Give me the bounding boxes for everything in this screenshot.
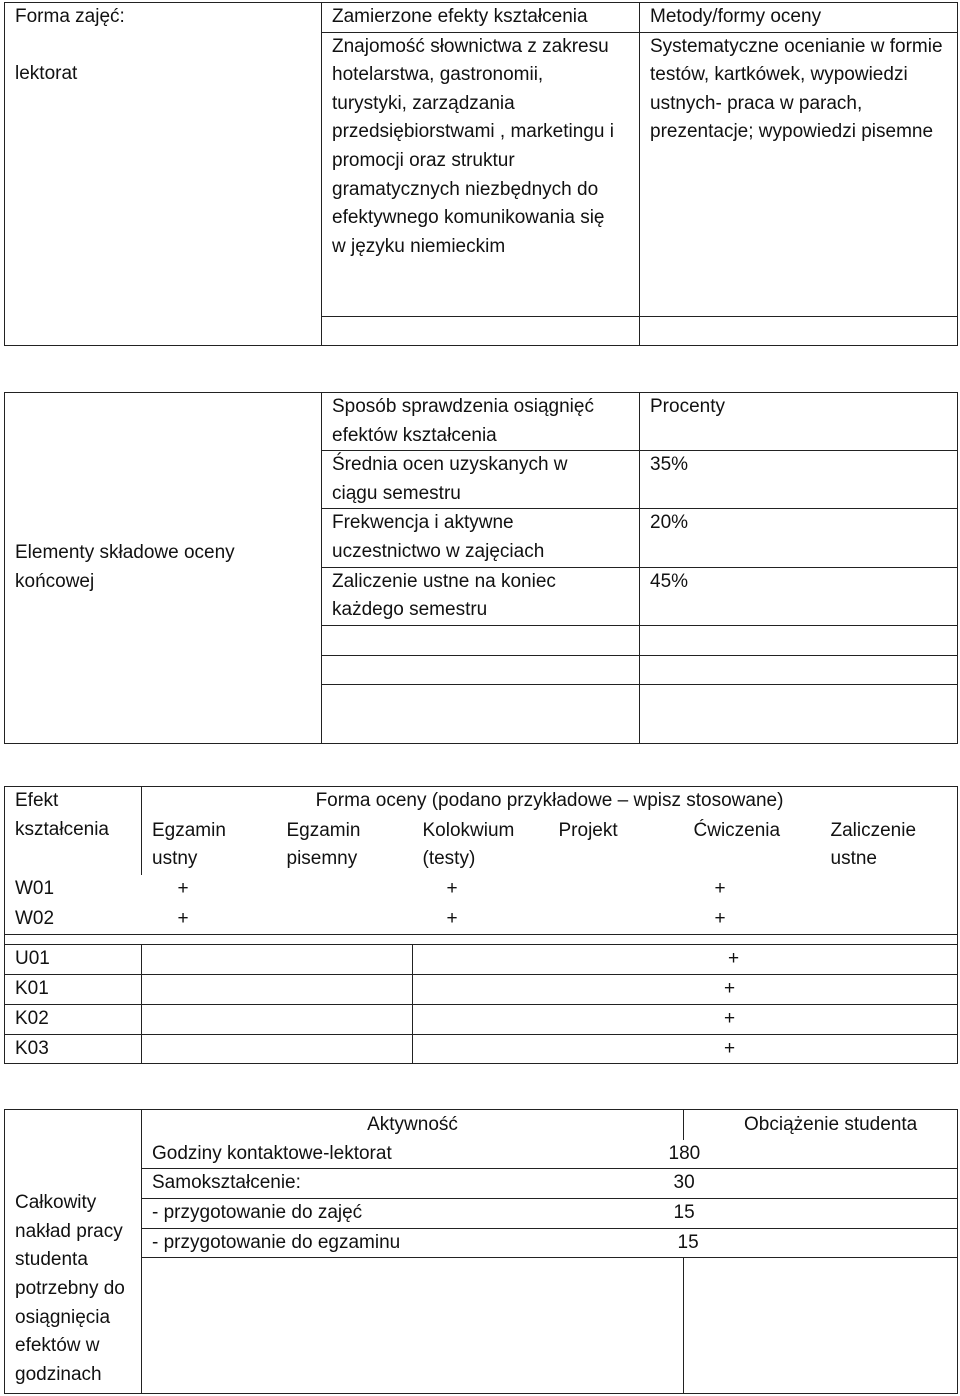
plus-mark: + <box>177 907 189 929</box>
course-form-table <box>4 2 958 346</box>
forma-oceny-header: Forma oceny (podano przykładowe – wpisz stosowane) <box>142 787 958 817</box>
plus-mark: + <box>724 1007 736 1029</box>
activity-cell: - przygotowanie do egzaminu <box>142 1228 684 1258</box>
grade-components-table <box>4 392 958 744</box>
mark-cell <box>142 875 277 905</box>
forma-value: lektorat <box>15 62 78 84</box>
mark-cell <box>142 1034 413 1064</box>
mark-cell <box>277 905 413 935</box>
effect-header: Efekt kształcenia <box>5 787 142 875</box>
hours-cell <box>668 1140 958 1169</box>
effect-code: K03 <box>5 1034 142 1064</box>
effect-code: K02 <box>5 1004 142 1034</box>
hours-value: 15 <box>677 1231 699 1253</box>
forma-cell <box>5 3 322 346</box>
activity-cell: Samokształcenie: <box>142 1169 684 1199</box>
method-cell: Frekwencja i aktywne uczestnictwo w zajęciach <box>322 509 640 567</box>
mark-cell <box>684 875 821 905</box>
method-cell: Średnia ocen uzyskanych w ciągu semestru <box>322 451 640 509</box>
components-label-text: Elementy składowe oceny końcowej <box>15 542 235 592</box>
percent-cell: 35% <box>640 451 958 509</box>
empty-cell <box>640 625 958 655</box>
mark-cell <box>413 975 958 1005</box>
col-zaliczenie-ustne: Zaliczenie ustne <box>821 817 958 875</box>
plus-mark: + <box>724 1037 736 1059</box>
workload-label <box>5 1110 142 1394</box>
components-label <box>5 393 322 744</box>
empty-cell <box>322 625 640 655</box>
mark-cell <box>821 875 958 905</box>
col-cwiczenia: Ćwiczenia <box>693 819 781 841</box>
plus-mark: + <box>714 877 726 899</box>
assessment-matrix-table <box>4 786 958 1064</box>
load-header: Obciążenie studenta <box>684 1110 958 1140</box>
forma-label: Forma zajęć: <box>15 6 125 27</box>
empty-cell <box>640 684 958 743</box>
col-egzamin-pisemny: Egzamin pisemny <box>286 819 361 870</box>
method-cell: Zaliczenie ustne na koniec każdego semestru <box>322 567 640 625</box>
percent-cell: 45% <box>640 567 958 625</box>
mark-cell <box>821 905 958 935</box>
activity-cell: Godziny kontaktowe-lektorat <box>142 1140 684 1169</box>
effects-header: Zamierzone efekty kształcenia <box>322 3 640 33</box>
method-header: Sposób sprawdzenia osiągnięć efektów kształcenia <box>322 393 640 451</box>
empty-cell <box>640 316 958 345</box>
effects-text: Znajomość słownictwa z zakresu hotelarstwa, gastronomii, turystyki, zarządzania przedsiębiorstwami , marketingu i promocji oraz struktur gramatycznych niezbędnych do efektywnego komunikowania się w języku niemieckim <box>322 32 640 316</box>
methods-text: Systematyczne ocenianie w formie testów, kartkówek, wypowiedzi ustnych- praca w parach, prezentacje; wypowiedzi pisemne <box>640 32 958 316</box>
empty-cell <box>142 1258 684 1394</box>
plus-mark: + <box>728 948 740 969</box>
mark-cell <box>142 1004 413 1034</box>
hours-cell <box>673 1198 958 1228</box>
empty-cell <box>322 316 640 345</box>
mark-cell <box>549 905 684 935</box>
plus-mark: + <box>446 907 458 929</box>
plus-mark: + <box>177 877 189 899</box>
hours-value: 15 <box>673 1201 695 1223</box>
empty-cell <box>322 684 640 743</box>
mark-cell <box>413 1034 958 1064</box>
plus-mark: + <box>446 877 458 899</box>
percent-header: Procenty <box>640 393 958 451</box>
empty-cell <box>684 1258 958 1394</box>
plus-mark: + <box>724 978 736 999</box>
mark-cell <box>413 945 958 975</box>
mark-cell <box>142 945 413 975</box>
hours-value: 30 <box>673 1172 695 1194</box>
mark-cell <box>413 905 549 935</box>
mark-cell <box>413 1004 958 1034</box>
percent-cell: 20% <box>640 509 958 567</box>
mark-cell <box>142 975 413 1005</box>
mark-cell <box>684 905 821 935</box>
activity-cell: - przygotowanie do zajęć <box>142 1198 684 1228</box>
mark-cell <box>142 905 277 935</box>
col-egzamin-ustny: Egzamin ustny <box>142 817 277 875</box>
hours-cell <box>673 1169 958 1199</box>
spacer-row <box>5 935 958 945</box>
empty-cell <box>322 655 640 684</box>
mark-cell <box>413 875 549 905</box>
mark-cell <box>277 875 413 905</box>
empty-cell <box>640 655 958 684</box>
methods-header: Metody/formy oceny <box>640 3 958 33</box>
workload-table <box>4 1109 958 1394</box>
effect-code: U01 <box>5 945 142 975</box>
workload-label-text: Całkowity nakład pracy studenta potrzebny do osiągnięcia efektów w godzinach <box>15 1192 125 1385</box>
plus-mark: + <box>714 907 726 929</box>
effect-code: K01 <box>5 975 142 1005</box>
hours-cell <box>677 1228 958 1258</box>
effect-code: W01 <box>5 875 142 905</box>
activity-header: Aktywność <box>142 1110 684 1140</box>
col-kolokwium: Kolokwium (testy) <box>422 819 515 870</box>
col-projekt: Projekt <box>558 819 618 841</box>
mark-cell <box>549 875 684 905</box>
hours-value: 180 <box>668 1142 701 1164</box>
effect-code: W02 <box>5 905 142 935</box>
